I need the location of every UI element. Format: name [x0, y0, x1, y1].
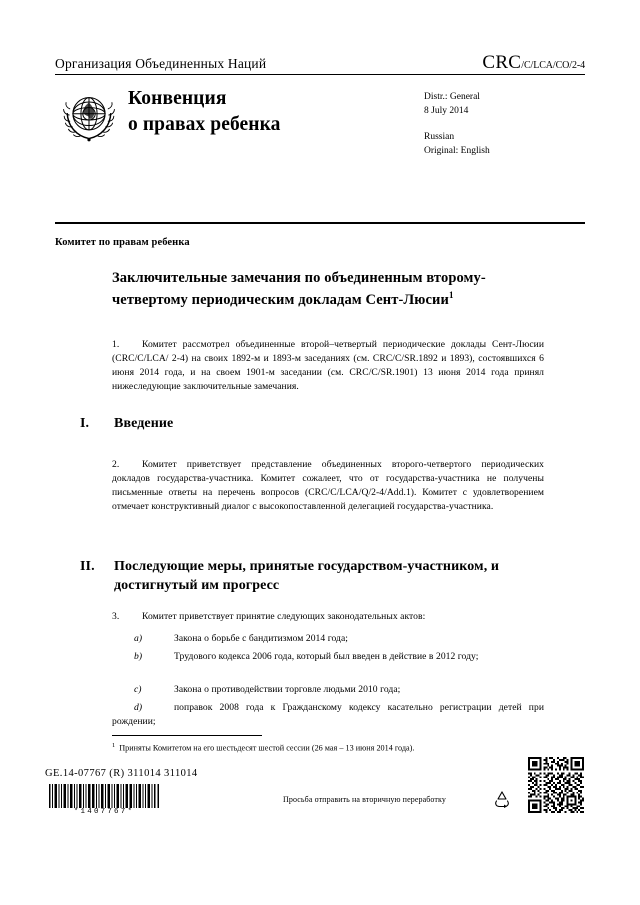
paragraph-1-text: Комитет рассмотрел объединенные второй–четвертый периодические доклады Сент-Люсии (CRC/C/LCA/ 2-4) на своих 1892-м и 1893-м заседаниях (см. CRC/C/SR.1892 и 1893), состоявшихся 6 июня 2014 года, и на своем 1901-м заседании (см. CRC/C/SR.1901) 13 июня 2014 года принял нижеследующие заключительные замечания.	[112, 339, 544, 392]
section-2-title: Последующие меры, принятые государством-участником, и достигнутый им прогресс	[114, 559, 500, 594]
paragraph-1-number: 1.	[112, 339, 120, 350]
distribution-spacer	[424, 119, 490, 130]
committee-name: Комитет по правам ребенка	[55, 237, 190, 248]
footnote-text: Приняты Комитетом на его шестьдесят шестой сессии (26 мая – 13 июня 2014 года).	[119, 743, 415, 753]
footnote-marker: 1	[112, 742, 116, 749]
list-item-d-text: поправок 2008 года к Гражданскому кодексу касательно регистрации детей при рождении;	[112, 702, 544, 727]
paragraph-2-number: 2.	[112, 459, 120, 470]
paragraph-1	[112, 338, 544, 394]
list-item-c-text: Закона о противодействии торговле людьми 2010 года;	[174, 684, 401, 695]
job-number: GE.14-07767 (R) 311014 311014	[45, 768, 198, 779]
list-item-c-label: c)	[134, 684, 142, 695]
list-item	[112, 632, 544, 646]
barcode	[48, 784, 160, 808]
barcode-text: *1407767*	[73, 808, 135, 816]
paragraph-3-text: Комитет приветствует принятие следующих законодательных актов:	[142, 611, 426, 622]
distribution-label: Distr.: General	[424, 92, 480, 102]
footnote	[112, 741, 548, 754]
list-item	[112, 683, 544, 697]
section-1-numeral: I.	[80, 416, 90, 431]
distribution-block	[424, 90, 490, 158]
list-item-a-text: Закона о борьбе с бандитизмом 2014 года;	[174, 633, 348, 644]
document-original-language: Original: English	[424, 145, 490, 156]
convention-title-line1: Конвенция	[128, 88, 227, 109]
un-emblem	[58, 84, 120, 146]
header-divider-thick	[55, 222, 585, 224]
list-item	[112, 650, 544, 664]
list-item-d-label: d)	[134, 702, 143, 713]
section-heading-1	[80, 414, 530, 433]
section-2-numeral: II.	[80, 559, 95, 574]
paragraph-3	[112, 610, 544, 624]
list-item	[112, 701, 544, 729]
list-item-b-text: Трудового кодекса 2006 года, который был введен в действие в 2012 году;	[174, 651, 479, 662]
recycle-icon	[492, 790, 512, 808]
list-item-a-label: a)	[134, 633, 143, 644]
convention-title	[128, 86, 408, 138]
paragraph-2-text: Комитет приветствует представление объединенных второго-четвертого периодических докладов государства-участника. Комитет сожалеет, что от государства-участника не получены письменные ответы на перечень вопросов (CRC/C/LCA/Q/2-4/Add.1). Комитет с удовлетворением отмечает конструктивный диалог с высокопоставленной делегацией государства-участника.	[112, 459, 544, 512]
section-heading-2	[80, 557, 530, 596]
header-top-row	[55, 52, 585, 74]
paragraph-3-number: 3.	[112, 611, 120, 622]
recycle-notice: Просьба отправить на вторичную переработку	[283, 795, 446, 804]
organization-name: Организация Объединенных Наций	[55, 56, 267, 71]
document-language: Russian	[424, 131, 455, 142]
qr-code	[528, 757, 584, 813]
convention-title-line2: о правах ребенка	[128, 113, 281, 135]
footnote-separator	[112, 735, 262, 736]
document-symbol-main: CRC	[482, 52, 522, 73]
header-divider-thin	[55, 74, 585, 75]
page-title-text: Заключительные замечания по объединенным второму-четвертому периодическим докладам Сент-Люсии	[112, 270, 486, 308]
list-item-b-label: b)	[134, 651, 143, 662]
page-title	[112, 268, 532, 310]
document-symbol	[482, 52, 585, 74]
page-title-footnote-marker: 1	[448, 289, 454, 300]
distribution-date: 8 July 2014	[424, 106, 469, 117]
section-1-title: Введение	[114, 416, 174, 431]
document-symbol-suffix: /C/LCA/CO/2-4	[521, 60, 585, 71]
paragraph-2	[112, 458, 544, 514]
